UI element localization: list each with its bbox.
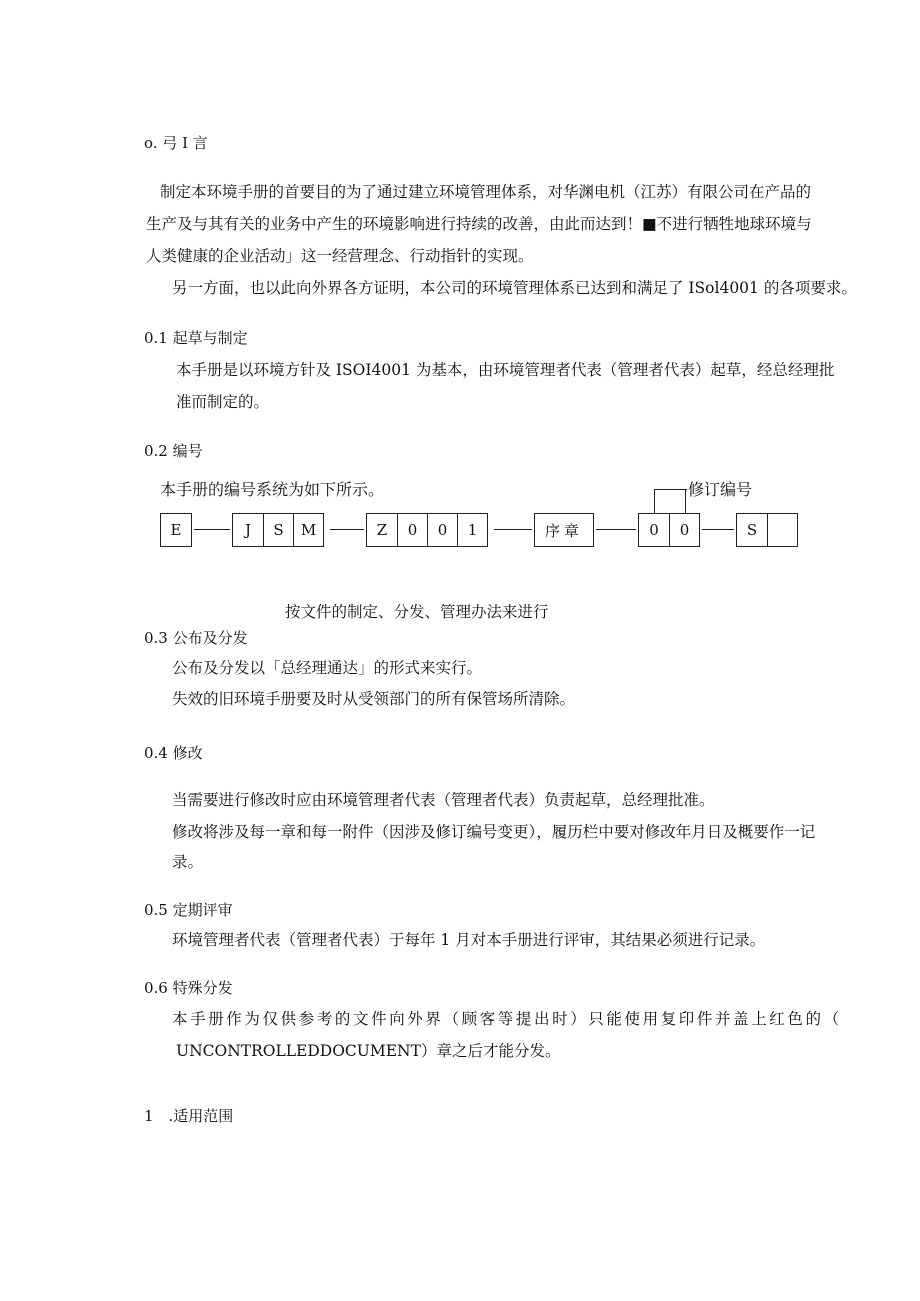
code-cell: 1 xyxy=(457,514,487,546)
code-cell: 序章 xyxy=(544,521,583,540)
revision-leader-line xyxy=(669,489,687,490)
code-cell: 0 xyxy=(427,514,457,546)
code-cell: M xyxy=(293,514,323,546)
intro-para1-line1: 制定本环境手册的首要目的为了通过建立环境管理体系，对华渊电机（江苏）有限公司在产品的 xyxy=(160,183,812,201)
code-group-company xyxy=(160,513,192,547)
section-0-1-heading: 0.1 起草与制定 xyxy=(144,329,248,347)
section-0-5-line1: 环境管理者代表（管理者代表）于每年 1 月对本手册进行评审，其结果必须进行记录。 xyxy=(172,931,766,949)
section-0-3-heading: 0.3 公布及分发 xyxy=(144,629,248,647)
separator-dash xyxy=(494,529,532,530)
section-0-6-line2: UNCONTROLLEDDOCUMENT）章之后才能分发。 xyxy=(176,1042,561,1060)
section-0-5-heading: 0.5 定期评审 xyxy=(144,901,233,919)
separator-dash xyxy=(596,529,636,530)
section-0-3-line1: 公布及分发以「总经理通达」的形式来实行。 xyxy=(172,659,483,677)
section-0-2-heading: 0.2 编号 xyxy=(144,442,203,460)
code-cell: 0 xyxy=(397,514,427,546)
separator-dash xyxy=(330,529,364,530)
separator-dash xyxy=(702,529,734,530)
section-0-4-line1: 当需要进行修改时应由环境管理者代表（管理者代表）负责起草，总经理批准。 xyxy=(172,791,715,809)
section-0-4-line2: 修改将涉及每一章和每一附件（因涉及修订编号变更），履历栏中要对修改年月日及概要作一记 xyxy=(172,823,816,841)
separator-dash xyxy=(194,529,230,530)
section-0-4-line3: 录。 xyxy=(172,853,204,871)
section-0-6-heading: 0.6 特殊分发 xyxy=(144,979,233,997)
code-cell: Z xyxy=(376,521,388,539)
code-cell: J xyxy=(244,521,251,539)
code-group-chapter xyxy=(534,513,594,547)
intro-para2: 另一方面，也以此向外界各方证明，本公司的环境管理体系已达到和满足了 ISol4001 的各项要求。 xyxy=(172,279,857,297)
code-cell: S xyxy=(263,514,293,546)
intro-heading: o. 弓 I 言 xyxy=(144,134,208,152)
distribution-note: 按文件的制定、分发、管理办法来进行 xyxy=(285,603,549,621)
revision-bracket xyxy=(654,489,686,514)
section-0-4-heading: 0.4 修改 xyxy=(144,744,203,762)
code-cell: 0 xyxy=(669,514,699,546)
code-cell: E xyxy=(170,521,182,539)
code-cell: 0 xyxy=(649,521,659,539)
code-group-suffix xyxy=(736,513,798,547)
code-cell: S xyxy=(746,521,758,539)
section-0-3-line2: 失效的旧环境手册要及时从受领部门的所有保管场所清除。 xyxy=(172,690,576,708)
intro-para1-line3: 人类健康的企业活动」这一经营理念、行动指针的实现。 xyxy=(146,247,534,265)
intro-para1-line2: 生产及与其有关的业务中产生的环境影响进行持续的改善，由此而达到！■不进行牺牲地球环境与 xyxy=(146,215,812,233)
section-1-heading: 1 .适用范围 xyxy=(144,1107,234,1125)
revision-number-label: 修订编号 xyxy=(688,480,753,499)
section-0-1-line2: 准而制定的。 xyxy=(176,393,270,411)
diagram-caption: 本手册的编号系统为如下所示。 xyxy=(160,480,385,499)
code-group-revision xyxy=(638,513,700,547)
code-cell xyxy=(767,514,797,546)
code-group-system xyxy=(232,513,324,547)
section-0-6-line1: 本手册作为仅供参考的文件向外界（顾客等提出时）只能使用复印件并盖上红色的（ xyxy=(172,1010,842,1028)
section-0-1-line1: 本手册是以环境方针及 ISOI4001 为基本，由环境管理者代表（管理者代表）起草，经总经理批 xyxy=(176,361,835,379)
code-group-document xyxy=(366,513,488,547)
